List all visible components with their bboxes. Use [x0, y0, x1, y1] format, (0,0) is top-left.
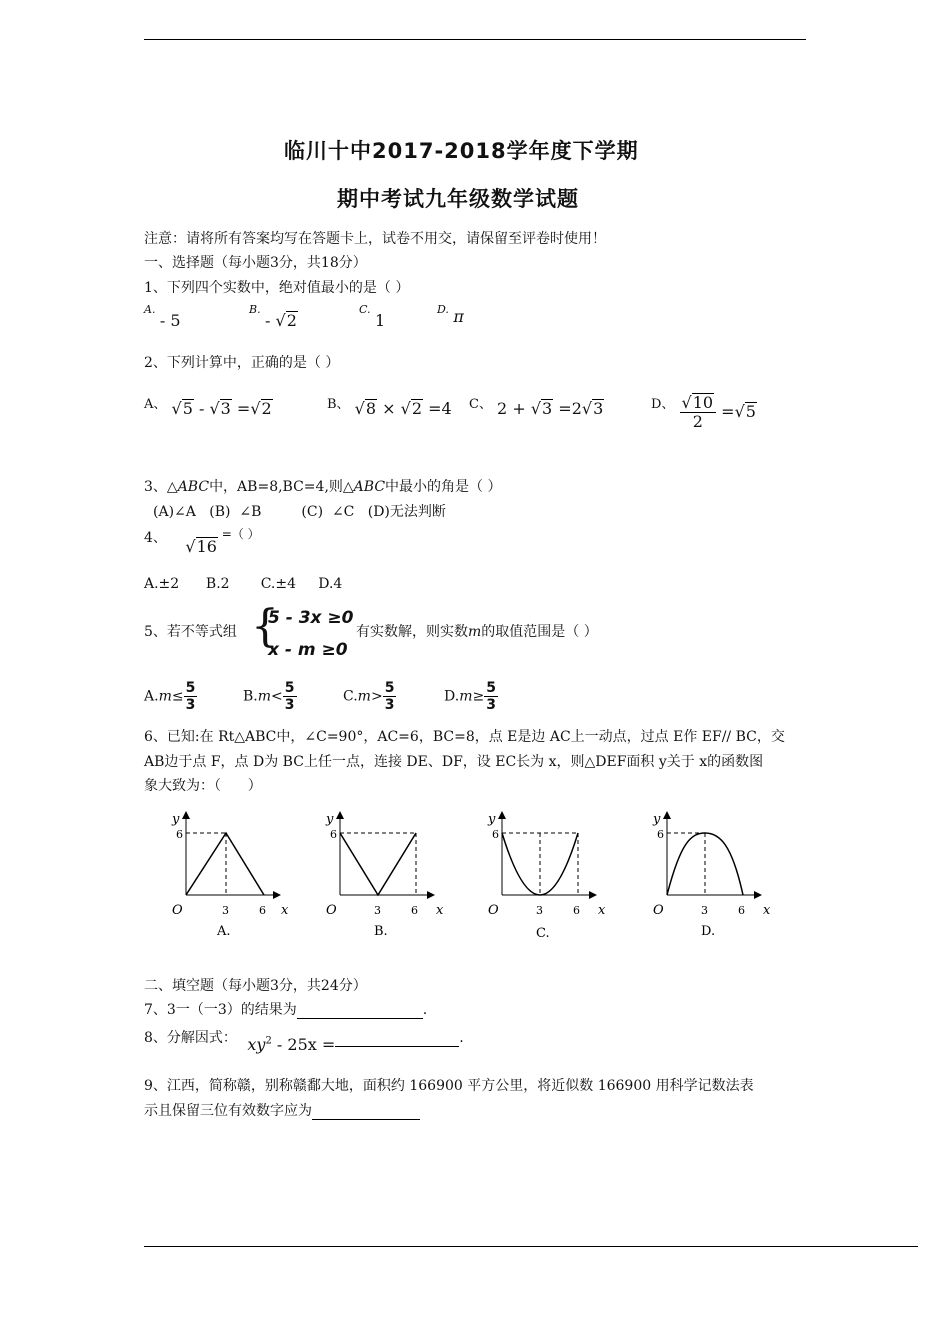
q5-brace: {	[251, 601, 279, 652]
graph-b-t3: 3	[374, 904, 381, 917]
graph-b-label: B.	[374, 924, 388, 939]
q1-b-root: 2	[286, 311, 297, 330]
q9-line1: 9、江西，简称赣，别称赣鄱大地，面积约 166900 平方公里，将近似数 166900 用科学记数法表	[144, 1078, 754, 1094]
section1-heading: 一、选择题（每小题3分，共18分）	[144, 255, 367, 271]
q2-d-fraction: $\frac{√10}{2}$	[680, 393, 717, 432]
q1-b-label: B.	[249, 303, 261, 316]
q5-var: m	[468, 624, 482, 640]
q2-d-den: 2	[692, 412, 703, 432]
graph-b-x6: 6	[411, 904, 418, 917]
graph-c-label: C.	[536, 926, 550, 941]
page-title-line2: 期中考试九年级数学试题	[337, 187, 579, 211]
q5-b-label: B.	[243, 688, 258, 705]
q3-stem-a: 3、△	[144, 479, 178, 495]
graph-d-t6: 6	[657, 828, 664, 841]
q8-end: .	[459, 1030, 464, 1046]
q5-stem-c: 的取值范围是（ ）	[481, 624, 598, 640]
q4-root: 16	[196, 537, 217, 556]
q1-stem: 1、下列四个实数中，绝对值最小的是（ ）	[144, 280, 410, 296]
q5-a-den: 3	[185, 697, 196, 714]
graph-a-x: x	[281, 903, 289, 918]
q2-d-r1: 5	[745, 401, 756, 421]
q8-expr-b: - 25x =	[271, 1035, 336, 1054]
q2-b-r2: 2	[411, 399, 423, 418]
q2-d-eq: =	[716, 401, 735, 421]
q2-d-num: 10	[692, 393, 714, 412]
section2-heading: 二、填空题（每小题3分，共24分）	[144, 978, 367, 994]
graph-b-o: O	[326, 903, 337, 918]
q2-a-op: -	[193, 399, 210, 418]
graph-c-t3: 3	[536, 904, 543, 917]
notice-text: 注意：请将所有答案均写在答题卡上，试卷不用交，请保留至评卷时使用！	[144, 231, 606, 247]
q1-d-label: D.	[437, 303, 449, 316]
graph-c-o: O	[488, 903, 499, 918]
q2-option-b: $^{B、}$ √8 × √2 =4	[327, 397, 452, 418]
q7-answer-blank[interactable]	[297, 1002, 423, 1019]
q2-b-op: ×	[377, 399, 401, 418]
graph-a	[171, 812, 289, 939]
q2-b-r1: 8	[365, 399, 377, 418]
q2-option-c: $^{C、}$ 2 + √3 =2√3	[469, 397, 604, 418]
q4-stem: 4、 √16 =（ ）	[144, 527, 260, 556]
graph-a-t6: 6	[176, 828, 183, 841]
graph-d	[652, 812, 771, 939]
q5-c-num: 5	[384, 680, 395, 696]
q2-stem: 2、下列计算中，正确的是（ ）	[144, 355, 340, 371]
q2-a-r3: 2	[261, 399, 272, 418]
graph-a-x6: 6	[259, 904, 266, 917]
graph-b-y: y	[326, 812, 334, 827]
q7-stem: 7、3一（一3）的结果为	[144, 1002, 297, 1018]
q5-b-rel: m<	[257, 688, 283, 705]
graph-a-label: A.	[217, 924, 231, 939]
q8-sup: 2	[265, 1035, 272, 1047]
q8-stem: 8、分解因式：	[144, 1030, 237, 1046]
q2-a-r2: 3	[220, 399, 231, 418]
q3-stem-c: 中最小的角是（ ）	[385, 479, 502, 495]
q3-options: (A)∠A (B) ∠B (C) ∠C (D)无法判断	[153, 504, 446, 520]
q2-c-eq: =2	[553, 399, 582, 418]
q2-c-label: C、	[469, 397, 492, 412]
graph-b-t6: 6	[330, 828, 337, 841]
q2-c-r2: 3	[593, 399, 604, 418]
q2-a-label: A、	[144, 397, 167, 412]
graph-c-y: y	[488, 812, 496, 827]
q1-a-label: A.	[144, 303, 156, 316]
q7-end: .	[422, 1002, 428, 1018]
q2-option-a: $^{A、}$ √5 - √3 =√2	[144, 397, 272, 418]
q2-b-eq: =4	[423, 399, 452, 418]
q4-tail: =（ ）	[217, 527, 260, 541]
q6-line2: AB边于点 F，点 D为 BC上任一点，连接 DE、DF，设 EC长为 x，则△DEF面积 y关于 x的函数图	[144, 754, 764, 770]
q5-b-num: 5	[284, 680, 295, 696]
graph-a-o: O	[172, 903, 183, 918]
q3-abc-1: ABC	[177, 479, 210, 495]
q6-line1: 6、已知:在 Rt△ABC中，∠C=90°，AC=6，BC=8，点 E是边 AC上一动点，过点 E作 EF// BC，交	[144, 729, 785, 745]
q4-stem-label: 4、	[144, 530, 167, 546]
q1-b-sign: -	[265, 311, 271, 330]
q8-expr-a: xy	[247, 1035, 266, 1054]
q2-a-r1: 5	[182, 399, 193, 418]
q2-a-eq: =	[231, 399, 251, 418]
q2-option-d: $^{D、}$ $\frac{√10}{2}$ =√5	[651, 393, 756, 432]
q8	[144, 1027, 464, 1054]
graph-b	[325, 812, 444, 939]
graph-d-t3: 3	[701, 904, 708, 917]
bottom-rule	[144, 1246, 918, 1247]
graph-c	[487, 812, 606, 941]
q3-abc-2: ABC	[353, 479, 386, 495]
q5-a-label: A.	[144, 688, 159, 705]
q5-a-rel: m≤	[158, 688, 184, 705]
q5-a-num: 5	[185, 680, 196, 696]
q4-options: A.±2 B.2 C.±4 D.4	[144, 576, 343, 592]
q5-stem-b-text: 有实数解，则实数	[356, 624, 468, 640]
q2-d-label: D、	[651, 397, 675, 412]
q5-ineq1: 5 - 3x ≥0	[268, 608, 354, 628]
q5-stem-a: 5、若不等式组	[144, 624, 237, 640]
graph-a-y: y	[172, 812, 180, 827]
q9-answer-blank[interactable]	[312, 1103, 420, 1120]
graph-d-label: D.	[701, 924, 716, 939]
q1-c-label: C.	[359, 303, 371, 316]
page-title-line1: 临川十中2017-2018学年度下学期	[284, 139, 639, 163]
q2-c-pre: 2 +	[497, 399, 531, 418]
q7	[144, 999, 427, 1019]
q5-c-den: 3	[384, 697, 395, 714]
graph-d-x6: 6	[738, 904, 745, 917]
q1-a-value: - 5	[159, 311, 181, 330]
q5-c-rel: m>	[357, 688, 383, 705]
q1-c-value: 1	[374, 311, 386, 330]
graph-d-o: O	[653, 903, 664, 918]
q1-option-b: $^{B.}$ - √2	[249, 303, 297, 330]
graph-c-x6: 6	[573, 904, 580, 917]
graph-c-t6: 6	[492, 828, 499, 841]
graph-d-x: x	[763, 903, 771, 918]
q5-c-label: C.	[343, 688, 358, 705]
q5-d-den: 3	[486, 697, 496, 714]
q2-c-r1: 3	[542, 399, 553, 418]
graph-c-x: x	[598, 903, 606, 918]
q9-line2-text: 示且保留三位有效数字应为	[144, 1103, 312, 1119]
graph-a-t3: 3	[222, 904, 229, 917]
q5-d-label: D.	[444, 688, 460, 705]
q1-d-value: π	[453, 307, 464, 326]
q9-line2	[144, 1100, 420, 1120]
graph-d-y: y	[653, 812, 661, 827]
q2-b-label: B、	[327, 397, 350, 412]
q8-answer-blank[interactable]	[335, 1030, 459, 1047]
q5-d-rel: m≥	[459, 688, 485, 705]
q6-line3: 象大致为：（ ）	[144, 778, 262, 794]
q5-d-num: 5	[486, 680, 496, 696]
q3-stem-b: 中，AB=8,BC=4,则△	[209, 479, 354, 495]
q5-ineq2: x - m ≥0	[268, 640, 348, 660]
q5-b-den: 3	[284, 697, 295, 714]
graph-b-x: x	[436, 903, 444, 918]
